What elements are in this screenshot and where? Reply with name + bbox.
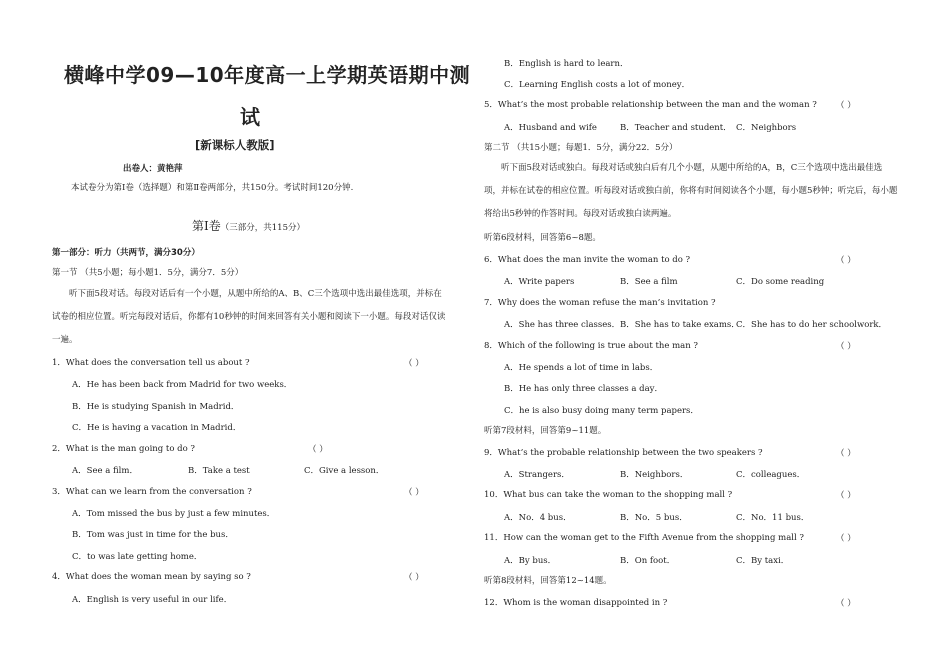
q9-option-b: B．Neighbors．	[620, 470, 689, 480]
q2-stem: 2．What is the man going to do ?	[52, 444, 195, 454]
q8-option-a: A．He spends a lot of time in labs．	[504, 363, 659, 373]
q4-answer-paren: （ ）	[404, 573, 424, 583]
volume1-heading	[192, 217, 305, 234]
q6-option-b: B．See a film	[620, 277, 678, 287]
q5-option-b: B．Teacher and student．	[620, 123, 732, 133]
q7-option-a: A．She has three classes．	[504, 320, 621, 330]
q6-option-a: A．Write papers	[504, 277, 575, 287]
material7-note: 听第7段材料，回答第9~11题。	[484, 426, 607, 436]
q11-option-a: A．By bus．	[504, 556, 557, 566]
section1-title: 第一节 （共5小题；每小题1．5分，满分7．5分）	[52, 268, 244, 278]
q1-stem: 1．What does the conversation tell us about ?	[52, 358, 250, 368]
q8-option-c: C．he is also busy doing many term papers．	[504, 406, 699, 416]
q2-option-c: C．Give a lesson．	[304, 466, 385, 476]
q10-option-c: C．No．11 bus．	[736, 513, 810, 523]
q12-answer-paren: （ ）	[836, 599, 856, 609]
q8-answer-paren: （ ）	[836, 342, 856, 352]
q10-stem: 10．What bus can take the woman to the shopping mall ?	[484, 490, 733, 500]
q2-option-b: B．Take a test	[188, 466, 250, 476]
q8-option-b: B．He has only three classes a day．	[504, 384, 663, 394]
q6-option-c: C．Do some reading	[736, 277, 825, 287]
section2-instructions: 听下面5段对话或独白。每段对话或独白后有几个小题，从题中所给的A，B，C三个选项中选出最佳选项，并标在试卷的相应位置。听每段对话或独白前，你将有时间阅读各个小题，每小题5秒钟；听完后，每小题将给出5秒钟的作答时间。每段对话或独白读两遍。	[484, 163, 898, 219]
section1-instructions: 听下面5段对话。每段对话后有一个小题，从题中所给的A、B、C三个选项中选出最佳选项，并标在试卷的相应位置。听完每段对话后，你都有10秒钟的时间来回答有关小题和阅读下一小题。每段对话仅读一遍。	[52, 289, 446, 345]
q1-option-c: C．He is having a vacation in Madrid．	[72, 423, 242, 433]
q5-answer-paren: （ ）	[836, 101, 856, 111]
q9-answer-paren: （ ）	[836, 449, 856, 459]
edition-label: [新课标人教版]	[195, 138, 275, 152]
q7-option-b: B．She has to take exams．	[620, 320, 740, 330]
q9-option-c: C．colleagues．	[736, 470, 806, 480]
q5-option-a: A．Husband and wife	[504, 123, 597, 133]
q7-stem: 7．Why does the woman refuse the man’s invitation ?	[484, 298, 716, 308]
volume1-note: （三部分，共115分）	[220, 223, 305, 233]
q4-stem: 4．What does the woman mean by saying so ?	[52, 572, 251, 582]
q3-option-a: A．Tom missed the bus by just a few minutes．	[72, 509, 276, 519]
q5-stem: 5．What’s the most probable relationship between the man and the woman ?	[484, 100, 817, 110]
material6-note: 听第6段材料，回答第6~8题。	[484, 233, 601, 243]
author-label: 出卷人：黄艳萍	[123, 164, 183, 174]
page-title-line2: 试	[240, 105, 261, 129]
part1-title: 第一部分：听力（共两节，满分30分）	[52, 248, 200, 258]
q6-stem: 6．What does the man invite the woman to do ?	[484, 255, 691, 265]
q11-option-c: C．By taxi．	[736, 556, 790, 566]
q3-option-b: B．Tom was just in time for the bus．	[72, 530, 234, 540]
q11-answer-paren: （ ）	[836, 534, 856, 544]
intro-text: 本试卷分为第Ⅰ卷（选择题）和第Ⅱ卷两部分，共150分。考试时间120分钟.	[71, 183, 354, 193]
q9-option-a: A．Strangers．	[504, 470, 570, 480]
q2-option-a: A．See a film．	[72, 466, 138, 476]
q3-stem: 3．What can we learn from the conversation ?	[52, 487, 252, 497]
q3-answer-paren: （ ）	[404, 488, 424, 498]
material8-note: 听第8段材料，回答第12~14题。	[484, 576, 612, 586]
q1-option-a: A．He has been back from Madrid for two weeks．	[72, 380, 293, 390]
q1-answer-paren: （ ）	[404, 359, 424, 369]
q4-option-b: B．English is hard to learn．	[504, 59, 629, 69]
q6-answer-paren: （ ）	[836, 256, 856, 266]
q4-option-c: C．Learning English costs a lot of money．	[504, 80, 691, 90]
volume1-label: 第Ⅰ卷	[192, 219, 221, 233]
q1-option-b: B．He is studying Spanish in Madrid．	[72, 402, 240, 412]
q5-option-c: C．Neighbors	[736, 123, 797, 133]
q7-option-c: C．She has to do her schoolwork．	[736, 320, 888, 330]
section2-title: 第二节 （共15小题；每题1．5分，满分22．5分）	[484, 143, 678, 153]
page-title-line1: 横峰中学09—10年度高一上学期英语期中测	[64, 63, 471, 87]
q11-stem: 11．How can the woman get to the Fifth Avenue from the shopping mall ?	[484, 533, 804, 543]
q10-option-a: A．No．4 bus．	[504, 513, 572, 523]
q10-answer-paren: （ ）	[836, 491, 856, 501]
q4-option-a: A．English is very useful in our life．	[72, 595, 233, 605]
q11-option-b: B．On foot．	[620, 556, 676, 566]
q2-answer-paren: （ ）	[308, 445, 328, 455]
q10-option-b: B．No．5 bus．	[620, 513, 688, 523]
q12-stem: 12．Whom is the woman disappointed in ?	[484, 598, 668, 608]
q9-stem: 9．What’s the probable relationship between the two speakers ?	[484, 448, 763, 458]
q8-stem: 8．Which of the following is true about the man ?	[484, 341, 698, 351]
q3-option-c: C．to was late getting home．	[72, 552, 203, 562]
